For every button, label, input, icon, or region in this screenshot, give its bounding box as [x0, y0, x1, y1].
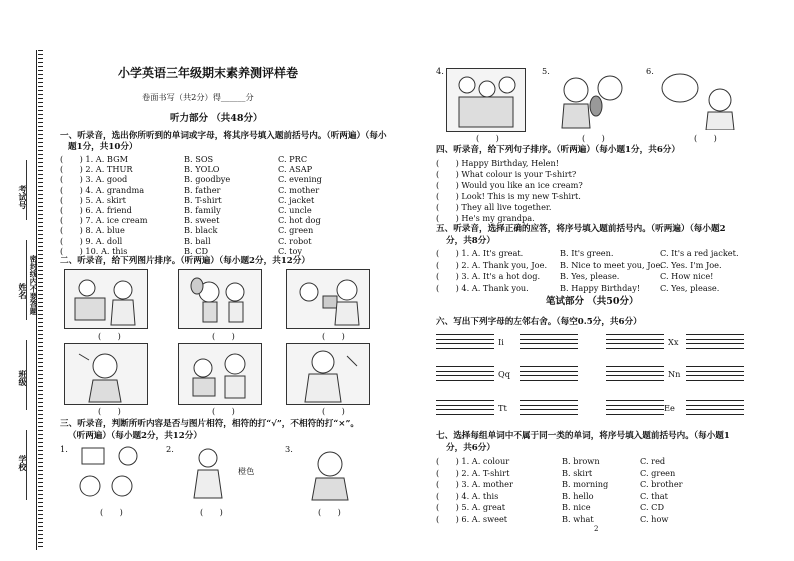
- q7-row-3-col-1: ( ) 3. A. mother: [436, 479, 513, 489]
- q3-paren-4: ( ): [476, 133, 499, 143]
- q1-row-1-col-1: ( ) 1. A. BGM: [60, 154, 128, 164]
- binding-margin: [0, 0, 46, 561]
- q1-row-7-col-1: ( ) 7. A. ice cream: [60, 215, 148, 226]
- q6-writing-line[interactable]: [436, 366, 494, 367]
- q1-row-9-col-1: ( ) 9. A. doll: [60, 235, 123, 246]
- xuexiao-line: [26, 430, 27, 500]
- q5-row-4-col-1: ( ) 4. A. Thank you.: [436, 282, 529, 293]
- q6-writing-line[interactable]: [520, 348, 578, 349]
- q1-row-2-col-1: ( ) 2. A. THUR: [60, 164, 133, 175]
- q6-letter-2: Xx: [668, 337, 679, 347]
- q4-instruction: 四、听录音，给下列句子排序。（听两遍）（每小题1分，共6分）: [436, 145, 680, 155]
- q5-instruction-2: 分，共8分）: [446, 236, 495, 246]
- q1-row-5-col-3: C. jacket: [278, 194, 315, 205]
- q1-row-4-col-3: C. mother: [278, 184, 320, 195]
- q5-row-3-col-2: B. Yes, please.: [560, 271, 620, 281]
- q6-writing-line[interactable]: [606, 400, 664, 401]
- q4-row-3-col-1: ( ) Would you like an ice cream?: [436, 180, 583, 190]
- q2-pic-4: [64, 343, 148, 405]
- q3-instruction-2: （听两遍）（每小题2分，共12分）: [68, 431, 202, 441]
- handwriting-score: 卷面书写（共2分）得______分: [142, 92, 254, 102]
- q6-writing-line[interactable]: [606, 339, 664, 340]
- q5-instruction: 五、听录音，选择正确的应答，将序号填入题前括号内。（听两遍）（每小题2: [436, 224, 726, 234]
- q1-row-4-col-1: ( ) 4. A. grandma: [60, 184, 145, 195]
- q1-row-5-col-1: ( ) 5. A. skirt: [60, 194, 126, 205]
- q3-label-6: 6.: [646, 66, 654, 76]
- kaoshi-line: [26, 160, 27, 220]
- q5-row-2-col-2: B. Nice to meet you, Joe.: [560, 259, 663, 270]
- q5-row-4-col-2: B. Happy Birthday!: [560, 282, 641, 293]
- q6-writing-line[interactable]: [686, 380, 744, 381]
- q6-writing-line[interactable]: [520, 400, 578, 401]
- q6-writing-line[interactable]: [436, 348, 494, 349]
- q3-pic-5: [552, 68, 634, 130]
- q6-writing-line[interactable]: [686, 348, 744, 349]
- q3-pic-1: [72, 444, 160, 504]
- q7-row-2-col-2: B. skirt: [562, 467, 593, 478]
- q3-label-1: 1.: [60, 444, 68, 454]
- q7-row-1-col-2: B. brown: [562, 456, 600, 466]
- q7-row-5-col-3: C. CD: [640, 502, 665, 512]
- q5-row-2-col-1: ( ) 2. A. Thank you, Joe.: [436, 259, 548, 270]
- q2-pic-1: [64, 269, 148, 329]
- q3-pic-2: [180, 444, 238, 504]
- q1-row-3-col-1: ( ) 3. A. good: [60, 174, 128, 185]
- q6-writing-line[interactable]: [606, 334, 664, 335]
- label-xuexiao: 学校: [18, 455, 28, 471]
- q6-writing-line[interactable]: [606, 375, 664, 376]
- q1-row-8-col-2: B. black: [184, 225, 218, 236]
- q2-paren-6: ( ): [322, 406, 345, 416]
- q7-row-5-col-1: ( ) 5. A. great: [436, 502, 506, 512]
- q7-instruction: 七、选择每组单词中不属于同一类的单词，将序号填入题前括号内。（每小题1: [436, 431, 730, 441]
- q6-instruction: 六、写出下列字母的左邻右舍。（每空0.5分，共6分）: [436, 317, 642, 327]
- q2-paren-1: ( ): [98, 331, 121, 341]
- q5-row-1-col-2: B. It's green.: [560, 248, 614, 258]
- q4-row-2-col-1: ( ) What colour is your T-shirt?: [436, 169, 577, 179]
- q6-letter-6: Ee: [664, 403, 675, 413]
- q2-pic-6: [286, 343, 370, 405]
- q3-pic-4: [446, 68, 526, 132]
- q6-writing-line[interactable]: [606, 366, 664, 367]
- q6-writing-line[interactable]: [520, 414, 578, 415]
- q4-row-1-col-1: ( ) Happy Birthday, Helen!: [436, 158, 560, 168]
- q2-pic-3: [286, 269, 370, 329]
- q6-letter-3: Qq: [498, 369, 510, 379]
- q7-row-4-col-3: C. that: [640, 490, 668, 501]
- q6-writing-line[interactable]: [436, 339, 494, 340]
- q6-writing-line[interactable]: [686, 371, 744, 372]
- q7-row-1-col-3: C. red: [640, 456, 666, 466]
- q6-writing-line[interactable]: [686, 339, 744, 340]
- q1-row-5-col-2: B. T-shirt: [184, 194, 222, 205]
- q6-writing-line[interactable]: [436, 414, 494, 415]
- xingming-line: [26, 240, 27, 320]
- q1-row-10-col-1: ( ) 10. A. this: [60, 245, 128, 256]
- q3-paren-2: ( ): [200, 507, 223, 517]
- q7-row-2-col-3: C. green: [640, 467, 676, 478]
- q2-paren-5: ( ): [212, 406, 235, 416]
- q3-label-4: 4.: [436, 66, 444, 76]
- q1-row-9-col-3: C. robot: [278, 235, 312, 246]
- q2-pic-2: [178, 269, 262, 329]
- q6-writing-line[interactable]: [436, 334, 494, 335]
- q1-row-8-col-3: C. green: [278, 225, 314, 236]
- q3-pic-6: [656, 68, 742, 130]
- q5-row-1-col-3: C. It's a red jacket.: [660, 248, 739, 258]
- q5-row-1-col-1: ( ) 1. A. It's great.: [436, 248, 524, 258]
- q6-writing-line[interactable]: [686, 334, 744, 335]
- q6-writing-line[interactable]: [520, 334, 578, 335]
- q6-writing-line[interactable]: [520, 366, 578, 367]
- q1-row-3-col-3: C. evening: [278, 174, 322, 185]
- q1-row-6-col-2: B. family: [184, 205, 221, 215]
- q6-writing-line[interactable]: [520, 371, 578, 372]
- q1-row-3-col-2: B. goodbye: [184, 174, 231, 185]
- q7-row-6-col-1: ( ) 6. A. sweet: [436, 513, 508, 524]
- q6-writing-line[interactable]: [686, 343, 744, 344]
- q7-row-6-col-3: C. how: [640, 513, 669, 524]
- q1-row-1-col-3: C. PRC: [278, 154, 308, 164]
- q3-orange-label: 橙色: [238, 466, 255, 476]
- q7-row-1-col-1: ( ) 1. A. colour: [436, 456, 510, 466]
- q3-pic-3: [298, 444, 362, 504]
- q3-paren-3: ( ): [318, 507, 341, 517]
- q7-row-6-col-2: B. what: [562, 513, 594, 524]
- q6-letter-1: Ii: [498, 337, 504, 347]
- q5-row-3-col-3: C. How nice!: [660, 271, 714, 281]
- q1-instruction: 一、听录音，选出你所听到的单词或字母，将其序号填入题前括号内。（听两遍）（每小: [60, 131, 387, 141]
- q3-paren-1: ( ): [100, 507, 123, 517]
- label-seal: 密封线内不要答题: [29, 255, 38, 315]
- exam-title: 小学英语三年级期末素养测评样卷: [118, 66, 299, 80]
- q1-row-10-col-3: C. toy: [278, 245, 303, 256]
- q1-row-8-col-1: ( ) 8. A. blue: [60, 225, 125, 236]
- q6-writing-line[interactable]: [520, 343, 578, 344]
- listening-header: 听力部分 （共48分）: [170, 113, 263, 124]
- q6-writing-line[interactable]: [606, 371, 664, 372]
- q3-label-5: 5.: [542, 66, 550, 76]
- q6-writing-line[interactable]: [606, 380, 664, 381]
- label-kaoshi: 考试号: [18, 185, 28, 209]
- q1-row-2-col-2: B. YOLO: [184, 164, 220, 175]
- q7-row-4-col-1: ( ) 4. A. this: [436, 490, 499, 501]
- q6-writing-line[interactable]: [520, 339, 578, 340]
- q1-instruction-2: 题1分，共10分）: [68, 142, 138, 152]
- q6-writing-line[interactable]: [686, 405, 744, 406]
- q7-row-3-col-3: C. brother: [640, 479, 683, 489]
- q1-row-2-col-3: C. ASAP: [278, 164, 313, 175]
- q6-writing-line[interactable]: [520, 375, 578, 376]
- q3-paren-5: ( ): [582, 133, 605, 143]
- q1-row-6-col-1: ( ) 6. A. friend: [60, 205, 132, 215]
- q6-writing-line[interactable]: [606, 343, 664, 344]
- q6-writing-line[interactable]: [436, 405, 494, 406]
- q3-label-3: 3.: [285, 444, 293, 454]
- q6-writing-line[interactable]: [686, 375, 744, 376]
- q2-paren-2: ( ): [212, 331, 235, 341]
- q6-writing-line[interactable]: [606, 414, 664, 415]
- label-xingming: 姓名: [18, 283, 28, 299]
- q2-paren-3: ( ): [322, 331, 345, 341]
- q1-row-10-col-2: B. CD: [184, 245, 209, 256]
- q4-row-6-col-1: ( ) He's my grandpa.: [436, 213, 535, 223]
- q7-row-3-col-2: B. morning: [562, 479, 609, 489]
- page-number: 2: [594, 525, 599, 533]
- q1-row-7-col-3: C. hot dog: [278, 215, 321, 226]
- q6-writing-line[interactable]: [436, 375, 494, 376]
- q4-row-4-col-1: ( ) Look! This is my new T-shirt.: [436, 191, 581, 201]
- q1-row-9-col-2: B. ball: [184, 235, 211, 246]
- q5-row-3-col-1: ( ) 3. A. It's a hot dog.: [436, 271, 541, 281]
- q5-row-2-col-3: C. Yes. I'm Joe.: [660, 259, 722, 270]
- q2-pic-5: [178, 343, 262, 405]
- q6-writing-line[interactable]: [436, 400, 494, 401]
- q6-writing-line[interactable]: [436, 343, 494, 344]
- q1-row-6-col-3: C. uncle: [278, 205, 312, 215]
- q1-row-7-col-2: B. sweet: [184, 215, 220, 226]
- q6-writing-line[interactable]: [520, 409, 578, 410]
- banji-line: [26, 340, 27, 410]
- q7-row-5-col-2: B. nice: [562, 502, 591, 512]
- q3-paren-6: ( ): [694, 133, 717, 143]
- q3-label-2: 2.: [166, 444, 174, 454]
- q6-writing-line[interactable]: [606, 405, 664, 406]
- q6-writing-line[interactable]: [686, 414, 744, 415]
- label-banji: 班级: [18, 370, 28, 386]
- q4-row-5-col-1: ( ) They all live together.: [436, 202, 552, 212]
- q5-row-4-col-3: C. Yes, please.: [660, 282, 720, 293]
- q7-instruction-2: 分，共6分）: [446, 443, 495, 453]
- q6-writing-line[interactable]: [686, 409, 744, 410]
- q6-writing-line[interactable]: [686, 400, 744, 401]
- q7-row-2-col-1: ( ) 2. A. T-shirt: [436, 467, 510, 478]
- q6-writing-line[interactable]: [436, 371, 494, 372]
- q2-instruction: 二、听录音，给下列图片排序。（听两遍）（每小题2分，共12分）: [60, 256, 310, 266]
- q1-row-1-col-2: B. SOS: [184, 154, 214, 164]
- written-header: 笔试部分 （共50分）: [546, 296, 639, 307]
- q6-writing-line[interactable]: [520, 405, 578, 406]
- q7-row-4-col-2: B. hello: [562, 490, 594, 501]
- q2-paren-4: ( ): [98, 406, 121, 416]
- q6-writing-line[interactable]: [606, 348, 664, 349]
- q6-letter-5: Tt: [498, 403, 507, 413]
- q6-writing-line[interactable]: [520, 380, 578, 381]
- q6-writing-line[interactable]: [436, 380, 494, 381]
- q6-writing-line[interactable]: [436, 409, 494, 410]
- q3-instruction: 三、听录音，判断所听内容是否与图片相符，相符的打“√”，不相符的打“×”。: [60, 419, 360, 429]
- q6-letter-4: Nn: [668, 369, 681, 379]
- q1-row-4-col-2: B. father: [184, 184, 221, 195]
- q6-writing-line[interactable]: [686, 366, 744, 367]
- q6-writing-line[interactable]: [606, 409, 664, 410]
